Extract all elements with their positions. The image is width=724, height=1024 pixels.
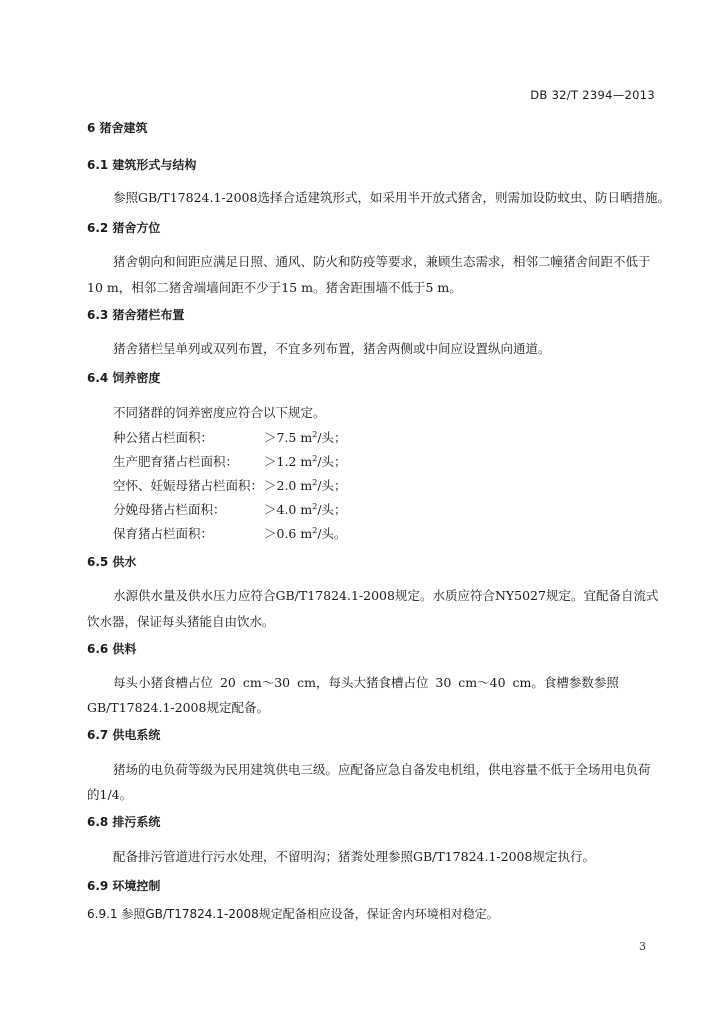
density-item-label: 保育猪占栏面积： bbox=[113, 526, 214, 541]
density-item-value: ＞4.0 $m^2/$头； bbox=[264, 501, 347, 517]
density-item-value: ＞0.6 $m^2/$头。 bbox=[264, 525, 347, 541]
section-6-2-title: 6.2 猪舍方位 bbox=[87, 221, 161, 235]
section-6-5-line-2: 饮水器，保证每头猪能自由饮水。 bbox=[87, 614, 275, 629]
section-6-title: 6 猪舍建筑 bbox=[87, 121, 148, 135]
section-6-8-text: 配备排污管道进行污水处理，不留明沟；猪粪处理参照GB/T17824.1-2008规定执行。 bbox=[113, 849, 595, 864]
section-6-8-title: 6.8 排污系统 bbox=[87, 815, 161, 829]
density-item-value: ＞1.2 $m^2/$头； bbox=[264, 453, 347, 469]
density-item-label: 空怀、妊娠母猪占栏面积： bbox=[113, 478, 264, 493]
section-6-4-intro: 不同猪群的饲养密度应符合以下规定。 bbox=[113, 405, 326, 420]
section-6-5-title: 6.5 供水 bbox=[87, 555, 137, 569]
density-item-label: 分娩母猪占栏面积： bbox=[113, 502, 226, 517]
section-6-3-title: 6.3 猪舍猪栏布置 bbox=[87, 308, 185, 322]
density-item-value: ＞7.5 $m^2/$头； bbox=[264, 429, 347, 445]
section-6-1-text: 参照GB/T17824.1-2008选择合适建筑形式，如采用半开放式猪舍，则需加设防蚊虫、防日晒措施。 bbox=[113, 190, 670, 205]
density-item-value: ＞2.0 $m^2/$头； bbox=[264, 477, 347, 493]
section-6-9-1-text: 6.9.1 参照GB/T17824.1-2008规定配备相应设备，保证舍内环境相对稳定。 bbox=[87, 907, 499, 921]
document-code: DB 32/T 2394—2013 bbox=[530, 88, 655, 102]
section-6-7-title: 6.7 供电系统 bbox=[87, 728, 161, 742]
section-6-6-title: 6.6 供料 bbox=[87, 642, 137, 656]
section-6-7-line-2: 的1/4。 bbox=[87, 787, 133, 802]
density-item-label: 生产肥育猪占栏面积： bbox=[113, 454, 239, 469]
section-6-1-title: 6.1 建筑形式与结构 bbox=[87, 158, 197, 172]
section-6-4-title: 6.4 饲养密度 bbox=[87, 371, 161, 385]
section-6-2-line-1: 猪舍朝向和间距应满足日照、通风、防火和防疫等要求，兼顾生态需求，相邻二幢猪舍间距不低于 bbox=[113, 254, 651, 269]
section-6-9-title: 6.9 环境控制 bbox=[87, 879, 161, 893]
section-6-5-line-1: 水源供水量及供水压力应符合GB/T17824.1-2008规定。水质应符合NY5027规定。宜配备自流式 bbox=[113, 588, 659, 603]
section-6-6-line-2: GB/T17824.1-2008规定配备。 bbox=[87, 700, 269, 715]
section-6-6-line-1: 每头小猪食槽占位 20 cm～30 cm，每头大猪食槽占位 30 cm～40 cm。食槽参数参照 bbox=[113, 675, 619, 690]
section-6-2-line-2: 10 m，相邻二猪舍端墙间距不少于15 m。猪舍距围墙不低于5 m。 bbox=[87, 280, 462, 295]
density-item-label: 种公猪占栏面积： bbox=[113, 430, 214, 445]
section-6-7-line-1: 猪场的电负荷等级为民用建筑供电三级。应配备应急自备发电机组，供电容量不低于全场用电负荷 bbox=[113, 762, 651, 777]
section-6-3-text: 猪舍猪栏呈单列或双列布置，不宜多列布置，猪舍两侧或中间应设置纵向通道。 bbox=[113, 341, 551, 356]
page-number: 3 bbox=[639, 940, 646, 953]
